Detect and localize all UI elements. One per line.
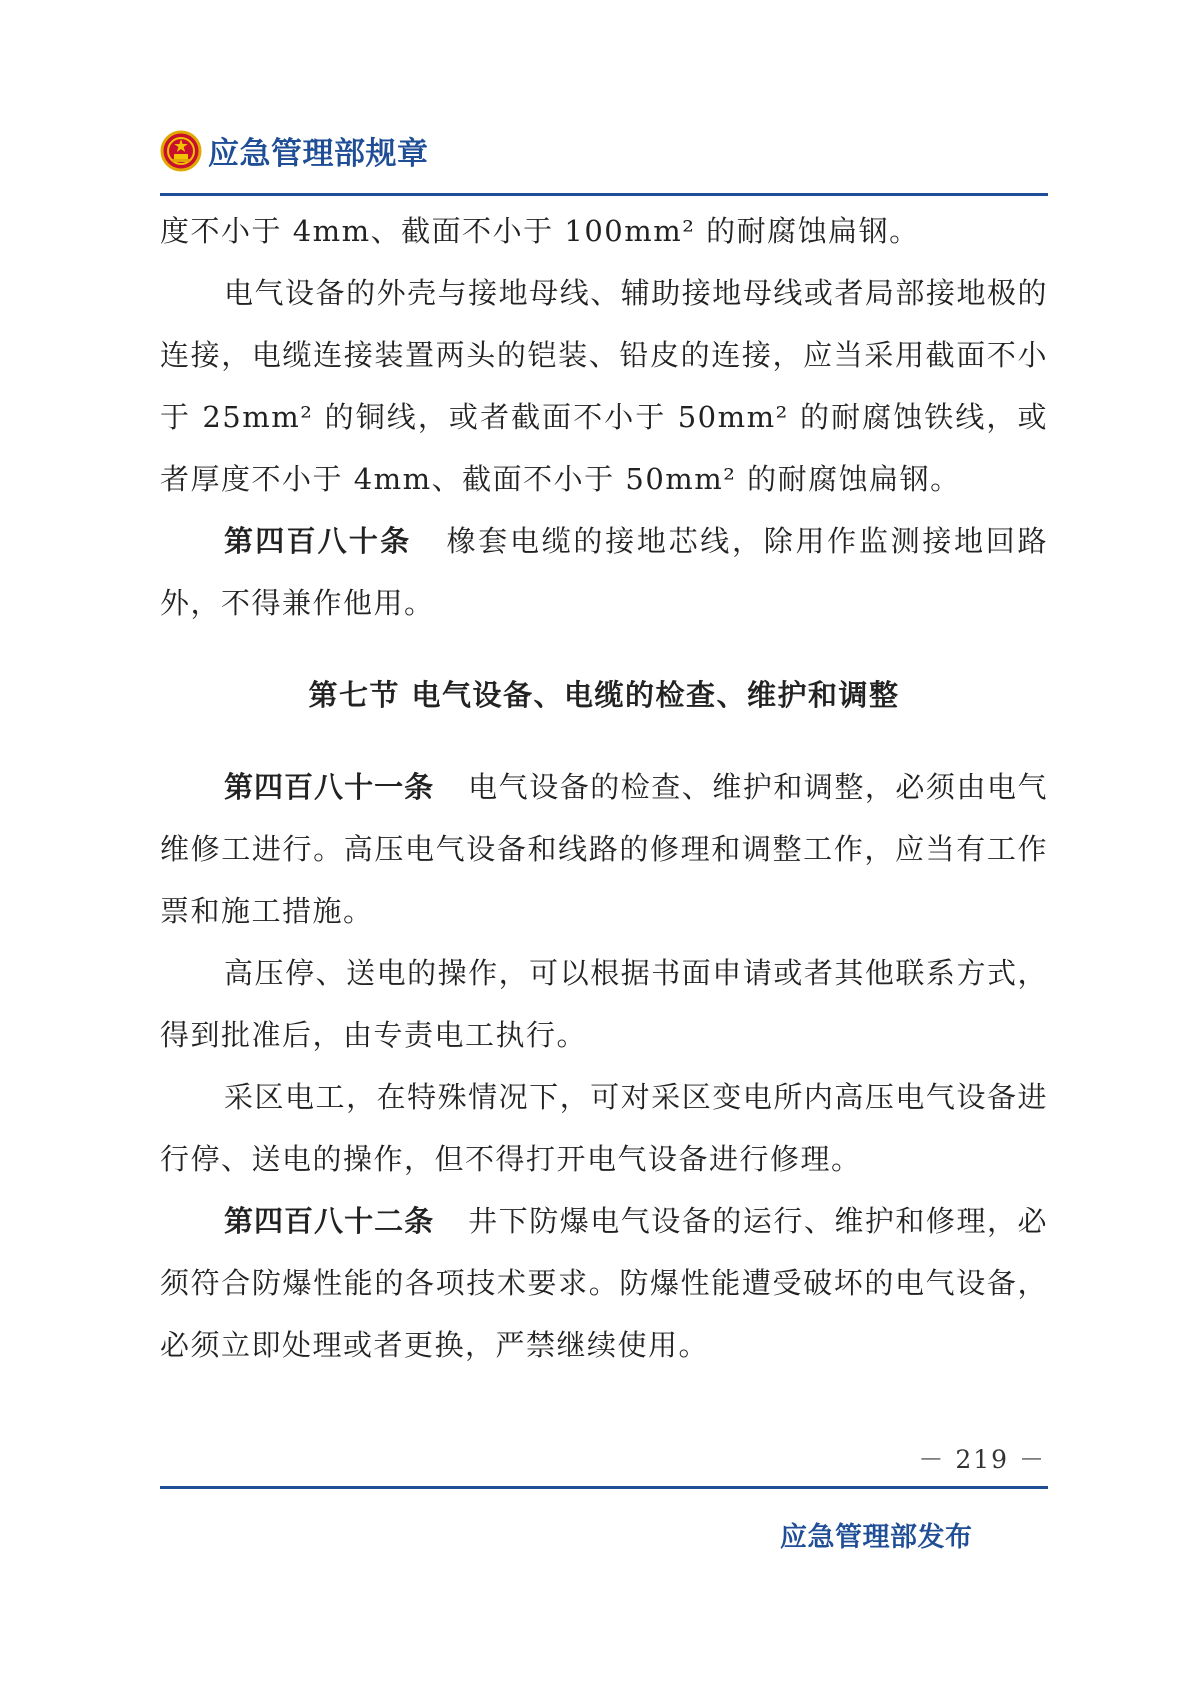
page-header — [160, 128, 429, 173]
footer-divider — [160, 1486, 1048, 1489]
article-text: 电气设备的检查、维护和调整，必须由电气维修工进行。高压电气设备和线路的修理和调整工作，应当有工作票和施工措施。 — [160, 770, 1048, 928]
page-number: － 219 － — [918, 1445, 1046, 1474]
header-divider — [160, 193, 1048, 196]
national-emblem-icon — [160, 130, 202, 172]
footer-publisher: 应急管理部发布 — [780, 1522, 973, 1553]
article-paragraph — [160, 756, 1048, 942]
paragraph: 采区电工，在特殊情况下，可对采区变电所内高压电气设备进行停、送电的操作，但不得打开电气设备进行修理。 — [160, 1080, 1048, 1176]
paragraph: 电气设备的外壳与接地母线、辅助接地母线或者局部接地极的连接，电缆连接装置两头的铠装、铅皮的连接，应当采用截面不小于 25mm² 的铜线，或者截面不小于 50mm² 的耐腐蚀铁线，或者厚度不小于 4mm、截面不小于 50mm² 的耐腐蚀扁钢。 — [160, 276, 1048, 496]
paragraph: 高压停、送电的操作，可以根据书面申请或者其他联系方式，得到批准后，由专责电工执行。 — [160, 956, 1048, 1052]
article-text: 井下防爆电气设备的运行、维护和修理，必须符合防爆性能的各项技术要求。防爆性能遭受破坏的电气设备，必须立即处理或者更换，严禁继续使用。 — [160, 1204, 1048, 1362]
article-text: 橡套电缆的接地芯线，除用作监测接地回路外，不得兼作他用。 — [160, 524, 1048, 620]
article-paragraph — [160, 510, 1048, 634]
header-title: 应急管理部规章 — [208, 136, 429, 172]
article-number: 第四百八十一条 — [224, 770, 435, 804]
section-title: 第七节 电气设备、电缆的检查、维护和调整 — [308, 678, 900, 712]
article-number: 第四百八十二条 — [224, 1204, 435, 1238]
paragraph: 度不小于 4mm、截面不小于 100mm² 的耐腐蚀扁钢。 — [160, 214, 920, 248]
article-paragraph — [160, 1190, 1048, 1376]
article-number: 第四百八十条 — [224, 524, 412, 558]
document-body — [160, 200, 1048, 1376]
